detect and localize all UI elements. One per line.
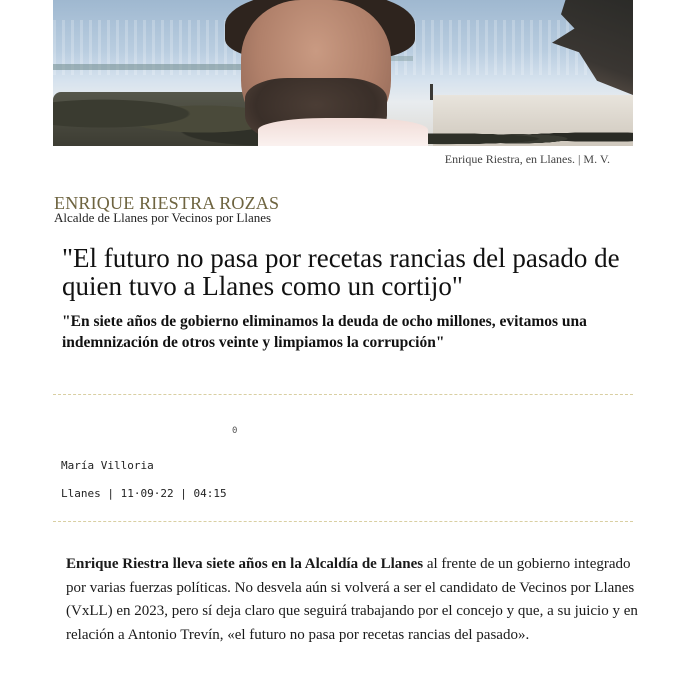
divider xyxy=(53,521,633,522)
photo-caption: Enrique Riestra, en Llanes. | M. V. xyxy=(444,152,610,166)
divider xyxy=(53,394,633,395)
article-lead-paragraph xyxy=(66,553,641,647)
article-dateline: Llanes | 11·09·22 | 04:15 xyxy=(61,487,227,500)
photo-distant-figure xyxy=(430,84,433,100)
comments-count[interactable]: 0 xyxy=(232,426,238,436)
opinion-author-role: Alcalde de Llanes por Vecinos por Llanes xyxy=(54,210,272,225)
article-subheadline: "En siete años de gobierno eliminamos la deuda de ocho millones, evitamos una indemnización de otros veinte y limpiamos la corrupción" xyxy=(62,313,587,351)
photo-subject-shirt xyxy=(258,118,428,146)
article-headline: "El futuro no pasa por recetas rancias del pasado de quien tuvo a Llanes como un cortijo" xyxy=(62,243,620,301)
article-byline[interactable]: María Villoria xyxy=(61,459,154,472)
lead-bold-text: Enrique Riestra lleva siete años en la Alcaldía de Llanes xyxy=(66,556,424,572)
lead-text: al frente de un gobierno integrado por varias fuerzas políticas. No desvela aún si volverá a ser el candidato de Vecinos por Llanes (VxLL) en 2023, pero sí deja claro que seguirá trabajando por el concejo y que, a su juicio y en relación a Antonio Trevín, «el futuro no pasa por recetas rancias del pasado». xyxy=(66,556,638,643)
photo-wave xyxy=(53,64,273,70)
photo-rocks xyxy=(423,128,633,146)
hero-photo[interactable] xyxy=(53,0,633,146)
opinion-author-name: ENRIQUE RIESTRA ROZAS xyxy=(54,193,280,213)
